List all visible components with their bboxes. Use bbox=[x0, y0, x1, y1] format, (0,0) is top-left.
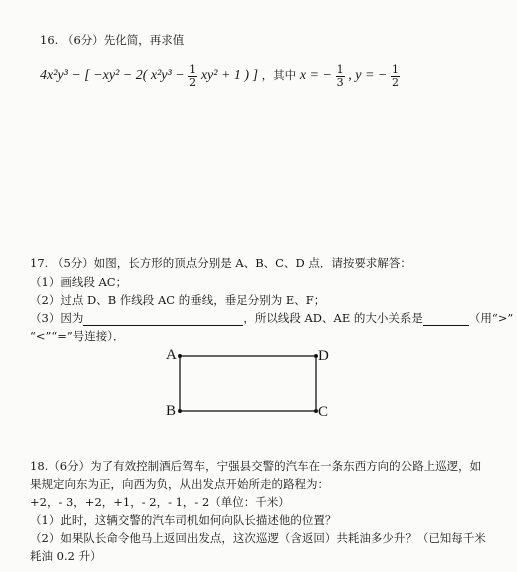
q18-line3: +2，- 3，+2，+1，- 2，- 1，- 2（单位：千米） bbox=[30, 495, 290, 509]
point-b-label: B bbox=[166, 403, 177, 419]
point-a-label: A bbox=[166, 347, 177, 363]
point-d-label: D bbox=[318, 348, 329, 364]
q16-frac-half-num: 1 bbox=[189, 62, 197, 76]
q16-expr-pre: 4x²y³ − [ −xy² − 2( x²y³ − bbox=[40, 68, 189, 83]
q16-x-num: 1 bbox=[336, 62, 344, 76]
q17-step3-mid: ，所以线段 AD、AE 的大小关系是 bbox=[243, 311, 423, 325]
point-a-dot bbox=[178, 354, 182, 358]
point-c-label: C bbox=[318, 404, 329, 420]
q16-frac-half-den: 2 bbox=[189, 75, 197, 89]
q17-step3-pre: （3）因为 bbox=[30, 311, 84, 325]
q16-y-num: 1 bbox=[392, 62, 400, 76]
q16-expr-post: xy² + 1 ) ] bbox=[200, 68, 259, 83]
q17-step3-post: （用“>” bbox=[468, 311, 514, 325]
rectangle-abcd bbox=[180, 356, 316, 411]
q18-line2: 果规定向东为正，向西为负，从出发点开始所走的路程为： bbox=[30, 477, 329, 491]
q17-step1: （1）画线段 AC； bbox=[30, 275, 128, 289]
q17-step2: （2）过点 D、B 作线段 AC 的垂线，垂足分别为 E、F； bbox=[30, 293, 326, 307]
q18-line5: （2）如果队长命令他马上返回出发点，这次巡逻（含返回）共耗油多少升？（已知每千米 bbox=[30, 531, 486, 545]
q18-line6: 耗油 0.2 升） bbox=[30, 549, 102, 563]
q18-line4: （1）此时，这辆交警的汽车司机如何向队长描述他的位置？ bbox=[30, 513, 337, 527]
q16-y-label: , y = − bbox=[348, 68, 388, 83]
q18-line1: 18.（6分）为了有效控制酒后驾车，宁强县交警的汽车在一条东西方向的公路上巡逻，如 bbox=[30, 459, 482, 473]
point-b-dot bbox=[178, 409, 182, 413]
q16-x-label: x = − bbox=[299, 68, 332, 83]
q16-condition: ，其中 bbox=[261, 68, 297, 82]
q16-y-den: 2 bbox=[392, 75, 400, 89]
q16-header: 16. （6分）先化简，再求值 bbox=[40, 33, 185, 47]
q17-header: 17. （5分）如图，长方形的顶点分别是 A、B、C、D 点．请按要求解答： bbox=[30, 256, 412, 270]
q16-x-den: 3 bbox=[336, 75, 344, 89]
q17-step3-cont: “<”“=”号连接）． bbox=[30, 329, 125, 343]
